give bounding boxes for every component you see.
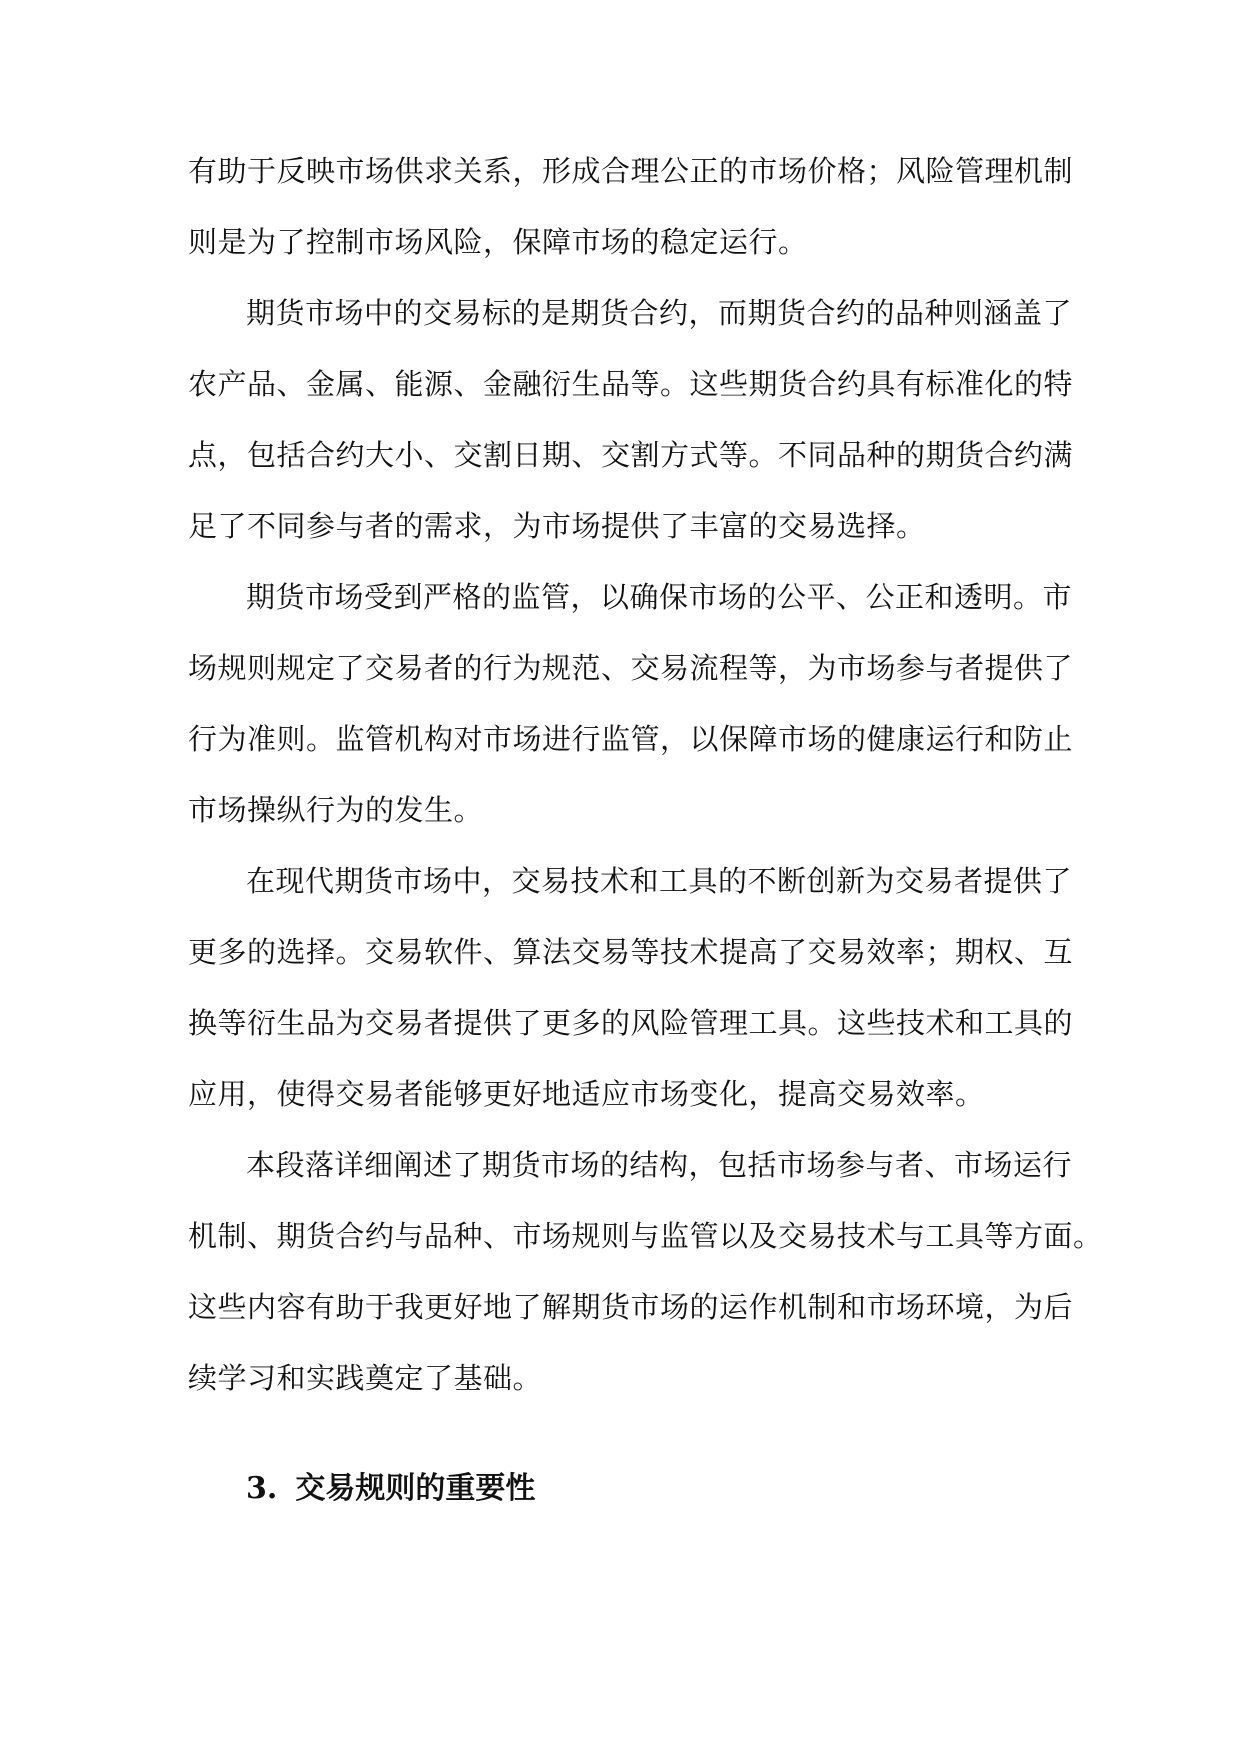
text-line: 在现代期货市场中，交易技术和工具的不断创新为交易者提供了 <box>246 864 1073 898</box>
text-line: 期货市场受到严格的监管，以确保市场的公平、公正和透明。市 <box>246 580 1073 614</box>
text-line: 行为准则。监管机构对市场进行监管，以保障市场的健康运行和防止 <box>188 722 1074 756</box>
text-line: 续学习和实践奠定了基础。 <box>188 1361 543 1395</box>
text-line: 场规则规定了交易者的行为规范、交易流程等，为市场参与者提供了 <box>188 651 1074 685</box>
section-number: 3. <box>246 1471 278 1506</box>
text-line: 点，包括合约大小、交割日期、交割方式等。不同品种的期货合约满 <box>188 438 1074 472</box>
text-line: 农产品、金属、能源、金融衍生品等。这些期货合约具有标准化的特 <box>188 367 1074 401</box>
text-line: 本段落详细阐述了期货市场的结构，包括市场参与者、市场运行 <box>246 1148 1073 1182</box>
text-line: 市场操纵行为的发生。 <box>188 793 484 827</box>
section-heading <box>246 1467 535 1511</box>
text-line: 更多的选择。交易软件、算法交易等技术提高了交易效率；期权、互 <box>188 935 1074 969</box>
section-title: 交易规则的重要性 <box>295 1471 536 1506</box>
text-line: 这些内容有助于我更好地了解期货市场的运作机制和市场环境，为后 <box>188 1290 1074 1324</box>
text-line: 应用，使得交易者能够更好地适应市场变化，提高交易效率。 <box>188 1077 985 1111</box>
text-line: 换等衍生品为交易者提供了更多的风险管理工具。这些技术和工具的 <box>188 1006 1074 1040</box>
text-line: 足了不同参与者的需求，为市场提供了丰富的交易选择。 <box>188 509 926 543</box>
text-line: 期货市场中的交易标的是期货合约，而期货合约的品种则涵盖了 <box>246 296 1073 330</box>
text-line: 机制、期货合约与品种、市场规则与监管以及交易技术与工具等方面。 <box>188 1219 1103 1253</box>
text-line: 则是为了控制市场风险，保障市场的稳定运行。 <box>188 225 808 259</box>
text-line: 有助于反映市场供求关系，形成合理公正的市场价格；风险管理机制 <box>188 154 1074 188</box>
